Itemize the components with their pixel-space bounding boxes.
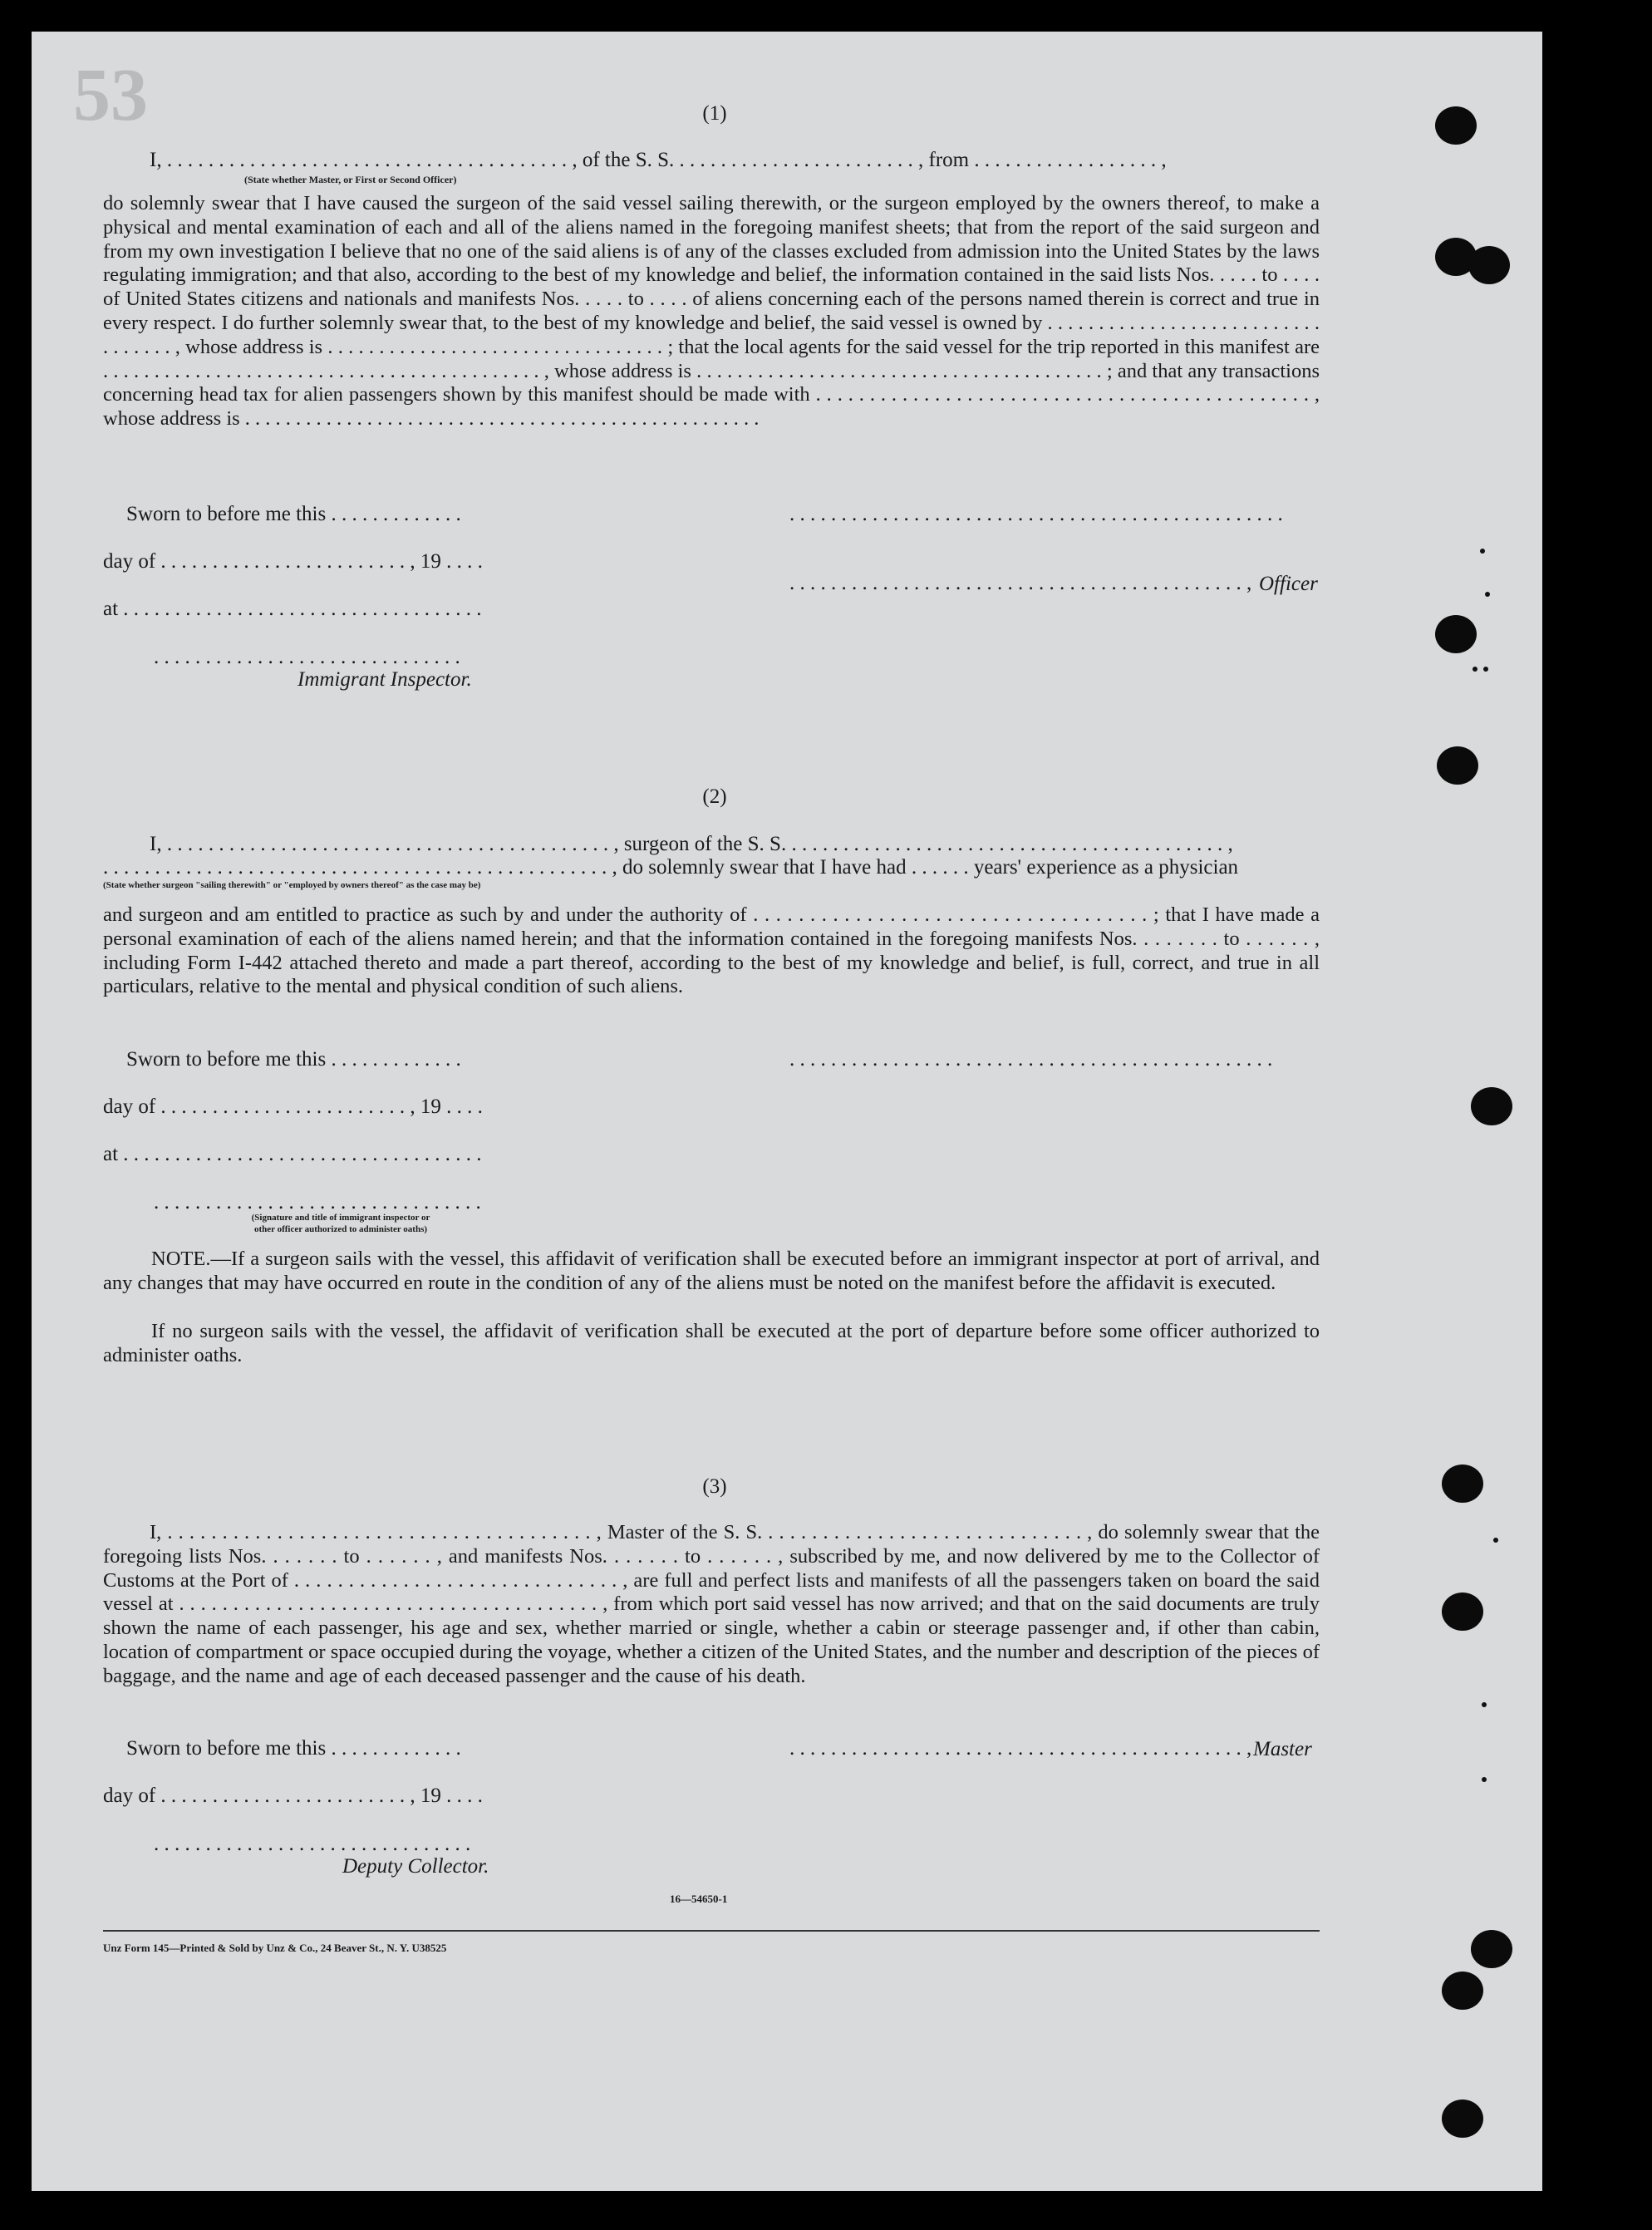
surgeon-experience-line: . . . . . . . . . . . . . . . . . . . . . . . . . . . . . . . . . . . . . . . . . . . . . . . . . , do solemnly swear that I have had . . . . . . years' experience as a physician bbox=[103, 856, 1239, 879]
signature-line: . . . . . . . . . . . . . . . . . . . . . . . . . . . . . . . bbox=[154, 1833, 471, 1855]
signature-label: Deputy Collector. bbox=[342, 1855, 489, 1878]
section-number: (1) bbox=[702, 102, 727, 125]
dayof-line: day of . . . . . . . . . . . . . . . . . . . . . . . . , 19 . . . . bbox=[103, 550, 483, 573]
note-text: NOTE.—If a surgeon sails with the vessel, this affidavit of verification shall be executed before an immigrant inspector at port of arrival, and any changes that may have occurred en route in the condition of any of the aliens must be noted on the manifest before the affidavit is executed. bbox=[103, 1248, 1320, 1294]
signature-line: . . . . . . . . . . . . . . . . . . . . . . . . . . . . . . . . . . . . . . . . . . . . . . . . bbox=[789, 503, 1283, 525]
master-label: Master bbox=[1253, 1738, 1312, 1760]
punch-hole bbox=[1471, 1087, 1512, 1125]
punch-hole bbox=[1437, 746, 1478, 785]
signature-label: Immigrant Inspector. bbox=[297, 668, 472, 691]
section-number: (3) bbox=[702, 1475, 727, 1498]
sworn-line: Sworn to before me this . . . . . . . . . . . . . bbox=[126, 1737, 461, 1760]
dayof-line: day of . . . . . . . . . . . . . . . . . . . . . . . . , 19 . . . . bbox=[103, 1784, 483, 1807]
speck bbox=[1483, 667, 1488, 672]
punch-hole bbox=[1468, 246, 1510, 284]
speck bbox=[1485, 592, 1490, 597]
at-line: at . . . . . . . . . . . . . . . . . . . . . . . . . . . . . . . . . . . bbox=[103, 1143, 482, 1165]
punch-hole bbox=[1471, 1930, 1512, 1968]
field-note: (State whether surgeon "sailing therewith" or "employed by owners thereof" as the case may be) bbox=[103, 880, 481, 890]
punch-hole bbox=[1435, 106, 1477, 145]
master-affidavit-text: do solemnly swear that I have caused the surgeon of the said vessel sailing therewith, or the surgeon employed by the owners thereof, to make a physical and mental examination of each and all of the aliens named in the foregoing manifest sheets; that from the report of the said surgeon and from my own investigation I believe that no one of the said aliens is of any of the classes excluded from admission into the United States by the laws regulating immigration; and that also, according to the best of my knowledge and belief, the information contained in the said lists Nos. . . . . to . . . . of United States citizens and nationals and manifests Nos. . . . . to . . . . of aliens concerning each of the persons named therein is correct and true in every respect. I do further solemnly swear that, to the best of my knowledge and belief, the said vessel is owned by . . . . . . . . . . . . . . . . . . . . . . . . . . . . . . . . . . , whose address is . . . . . . . . . . . . . . . . . . . . . . . . . . . . . . . . . ; that the local agents for the said vessel for the trip reported in this manifest are . . . . . . . . . . . . . . . . . . . . . . . . . . . . . . . . . . . . . . . . . . . , whose address is . . . . . . . . . . . . . . . . . . . . . . . . . . . . . . . . . . . . . . . . ; and that any transactions concerning head tax for alien passengers shown by this manifest should be made with . . . . . . . . . . . . . . . . . . . . . . . . . . . . . . . . . . . . . . . . . . . . . . , whose address is . . . . . . . . . . . . . . . . . . . . . . . . . . . . . . . . . . . . . . . . . . . . . . . . . . . bbox=[103, 192, 1320, 431]
officer-label: Officer bbox=[1259, 573, 1318, 595]
page-stamp: 53 bbox=[73, 54, 148, 136]
master-declaration-line: I, . . . . . . . . . . . . . . . . . . . . . . . . . . . . . . . . . . . . . . . , of the S. S. . . . . . . . . . . . . . . . . . . . . . . . , from . . . . . . . . . . . . . . . . . . , bbox=[150, 149, 1167, 171]
officer-signature-line: . . . . . . . . . . . . . . . . . . . . . . . . . . . . . . . . . . . . . . . . . . . . , bbox=[789, 572, 1252, 594]
signature-line: . . . . . . . . . . . . . . . . . . . . . . . . . . . . . . bbox=[154, 646, 460, 668]
footer-rule bbox=[103, 1930, 1320, 1932]
signature-note: other officer authorized to administer oaths) bbox=[253, 1224, 428, 1234]
sworn-line: Sworn to before me this . . . . . . . . . . . . . bbox=[126, 503, 461, 525]
section-number: (2) bbox=[702, 785, 727, 808]
field-note: (State whether Master, or First or Second Officer) bbox=[244, 174, 457, 185]
speck bbox=[1473, 667, 1477, 672]
signature-line: . . . . . . . . . . . . . . . . . . . . . . . . . . . . . . . . bbox=[154, 1191, 481, 1213]
sworn-line: Sworn to before me this . . . . . . . . . . . . . bbox=[126, 1048, 461, 1071]
surgeon-affidavit-text: and surgeon and am entitled to practice as such by and under the authority of . . . . . . . . . . . . . . . . . . . . . . . . . . . . . . . . . . . ; that I have made a personal examination of each of the aliens named herein; and that the information contained in the foregoing manifests Nos. . . . . . . . to . . . . . . , including Form I-442 attached thereto and made a part thereof, according to the best of my knowledge and belief, is full, correct, and true in all particulars, relative to the mental and physical condition of such aliens. bbox=[103, 903, 1320, 998]
speck bbox=[1482, 1702, 1487, 1707]
speck bbox=[1482, 1777, 1487, 1782]
at-line: at . . . . . . . . . . . . . . . . . . . . . . . . . . . . . . . . . . . bbox=[103, 598, 482, 620]
speck bbox=[1480, 549, 1485, 554]
printer-line: Unz Form 145—Printed & Sold by Unz & Co., 24 Beaver St., N. Y. U38525 bbox=[103, 1942, 447, 1954]
punch-hole bbox=[1435, 615, 1477, 653]
punch-hole bbox=[1442, 2100, 1483, 2138]
note-text: If no surgeon sails with the vessel, the affidavit of verification shall be executed at the port of departure before some officer authorized to administer oaths. bbox=[103, 1320, 1320, 1366]
dayof-line: day of . . . . . . . . . . . . . . . . . . . . . . . . , 19 . . . . bbox=[103, 1095, 483, 1118]
surgeon-declaration-line: I, . . . . . . . . . . . . . . . . . . . . . . . . . . . . . . . . . . . . . . . . . . . , surgeon of the S. S. . . . . . . . . . . . . . . . . . . . . . . . . . . . . . . . . . . . . . . . . . . , bbox=[150, 833, 1233, 855]
punch-hole bbox=[1442, 1465, 1483, 1503]
punch-hole bbox=[1442, 1972, 1483, 2010]
master-signature-line: . . . . . . . . . . . . . . . . . . . . . . . . . . . . . . . . . . . . . . . . . . . . , bbox=[789, 1737, 1252, 1760]
master-manifest-affidavit-text: I, . . . . . . . . . . . . . . . . . . . . . . . . . . . . . . . . . . . . . . . , Master of the S. S. . . . . . . . . . . . . . . . . . . . . . . . . . . . . . , do solemnly swear that the foregoing lists Nos. . . . . . . to . . . . . . , and manifests Nos. . . . . . . to . . . . . . , subscribed by me, and now delivered by me to the Collector of Customs at the Port of . . . . . . . . . . . . . . . . . . . . . . . . . . . . . . , are full and perfect lists and manifests of all the passengers taken on board the said vessel at . . . . . . . . . . . . . . . . . . . . . . . . . . . . . . . . . . . . . . . , from which port said vessel has now arrived; and that on the said documents are truly shown the name of each passenger, his age and sex, whether married or single, whether a cabin or steerage passenger and, if other than cabin, location of compartment or space occupied during the voyage, whether a citizen of the United States, and the number and description of the pieces of baggage, and the name and age of each deceased passenger and the cause of his death. bbox=[103, 1521, 1320, 1687]
speck bbox=[1493, 1538, 1498, 1543]
form-number: 16—54650-1 bbox=[670, 1893, 728, 1905]
signature-line: . . . . . . . . . . . . . . . . . . . . . . . . . . . . . . . . . . . . . . . . . . . . . . . bbox=[789, 1048, 1273, 1071]
signature-note: (Signature and title of immigrant inspector or bbox=[251, 1213, 430, 1223]
punch-hole bbox=[1442, 1593, 1483, 1631]
